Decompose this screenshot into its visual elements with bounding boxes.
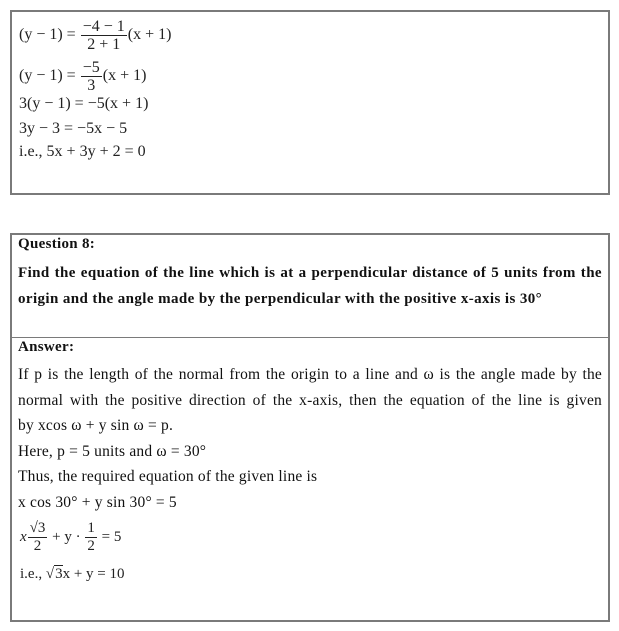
- answer-line: If p is the length of the normal from the origin to a line and ω is the angle made by the: [18, 366, 602, 383]
- math-var: x: [20, 528, 27, 545]
- math-step-3: 3(y − 1) = −5(x + 1): [19, 95, 149, 112]
- question-text: Find the equation of the line which is at a perpendicular distance of 5 units from the origin and the angle made by the perpendicular with the positive x-axis is 30°: [18, 265, 602, 307]
- math-rhs: (x + 1): [102, 67, 147, 85]
- answer-line: x cos 30° + y sin 30° = 5: [18, 493, 177, 511]
- fraction-numerator: −4 − 1: [82, 18, 125, 35]
- math-operator: + y ·: [52, 528, 81, 545]
- answer-line: by xcos ω + y sin ω = p.: [18, 417, 174, 434]
- answer-label: Answer:: [18, 339, 75, 355]
- answer-math-step-2: [20, 566, 124, 583]
- sqrt-radicand: 3: [55, 566, 63, 582]
- sqrt-symbol: √: [45, 566, 55, 582]
- math-rhs: = 5: [101, 528, 122, 545]
- fraction-denominator: 3: [87, 77, 96, 94]
- math-rhs: (x + 1): [127, 26, 172, 44]
- fraction-numerator: √3: [29, 520, 46, 536]
- answer-math-step-1: [20, 520, 121, 555]
- question-label: Question 8:: [18, 236, 96, 252]
- answer-line: Thus, the required equation of the given line is: [18, 468, 318, 485]
- math-lhs: (y − 1) =: [19, 67, 76, 85]
- fraction: [28, 520, 48, 555]
- question-answer-box: [10, 233, 610, 622]
- fraction: [85, 520, 97, 555]
- fraction: [81, 18, 127, 53]
- fraction-numerator: 1: [87, 520, 95, 536]
- fraction-denominator: 2 + 1: [87, 36, 121, 53]
- fraction: [81, 59, 102, 94]
- section-divider: [12, 337, 608, 338]
- math-step-5: i.e., 5x + 3y + 2 = 0: [19, 143, 146, 160]
- fraction-numerator: −5: [82, 59, 100, 76]
- math-step-2: [19, 59, 146, 94]
- answer-body: [18, 362, 602, 515]
- previous-answer-box: [10, 10, 610, 195]
- math-step-4: 3y − 3 = −5x − 5: [19, 120, 128, 137]
- fraction-denominator: 2: [33, 538, 42, 554]
- answer-line: normal with the positive direction of the x-axis, then the equation of the line is given: [18, 391, 602, 409]
- fraction-denominator: 2: [87, 538, 95, 554]
- math-prefix: i.e.,: [20, 566, 43, 582]
- math-rest: x + y = 10: [62, 566, 125, 582]
- math-step-1: [19, 18, 171, 53]
- answer-line: Here, p = 5 units and ω = 30°: [18, 442, 207, 460]
- math-lhs: (y − 1) =: [19, 26, 76, 44]
